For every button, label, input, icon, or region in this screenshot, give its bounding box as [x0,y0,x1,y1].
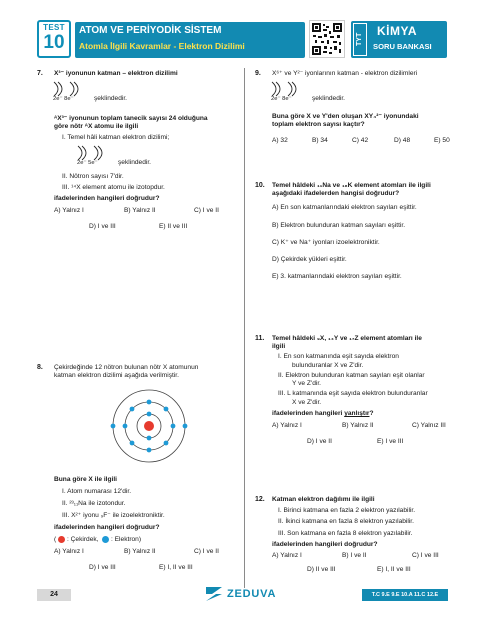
shell-caption: şeklindedir. [118,158,151,166]
option-a[interactable]: A) Yalnız I [272,552,302,560]
question-body [272,70,470,147]
option-c[interactable]: C) Yalnız III [412,422,446,430]
question-body [272,496,470,576]
question-body [272,335,470,448]
option-b[interactable]: B) 34 [312,136,328,144]
statement-1: I. Birinci katmana en fazla 2 elektron yazılabilir. [278,507,416,515]
option-d[interactable]: D) I ve III [89,563,116,571]
statement-3: III. X²⁺ iyonu ₉F⁻ ile izoelektroniktir. [62,512,165,520]
shell-diagram [78,145,252,169]
test-number-box [37,20,71,58]
stem-line: toplam elektron sayısı kaçtır? [272,121,365,129]
stem-line: katman elektron dizilimi aşağıda verilmiştir. [54,372,179,380]
electron-icon [164,441,169,446]
publisher-logo [205,586,277,604]
electron-icon [147,448,152,453]
option-b[interactable]: B) Yalnız II [124,206,156,214]
electron-icon [111,424,116,429]
electron-icon [183,424,188,429]
test-label: TEST [43,23,65,32]
electron-icon [130,441,135,446]
prompt-text: ifadelerinden hangileri [272,409,345,417]
option-b[interactable]: B) Yalnız II [342,422,374,430]
option-b[interactable]: B) Yalnız II [124,547,156,555]
statement-3-cont: X ve Z'dir. [292,398,322,406]
electron-icon [102,536,109,543]
option-b[interactable]: B) I ve II [342,552,367,560]
question-body [54,70,252,233]
electron-icon [164,407,169,412]
topic-subtitle: Atomla İlgili Kavramlar - Elektron Dizilimi [79,41,245,51]
options-row [272,137,470,147]
electron-icon [147,412,152,417]
shell-label: 2e⁻ 8e⁻ [53,96,74,103]
statement-1: I. En son katmanında eşit sayıda elektron [278,353,399,361]
option-c[interactable]: C) 42 [352,136,369,144]
nucleus-icon [58,536,65,543]
title-band [75,22,305,58]
statement-3: III. Son katmana en fazla 8 elektron yazılabilir. [278,529,413,537]
tyt-badge: TYT [353,23,367,56]
options-row [54,564,252,574]
prompt-end: ? [369,409,374,417]
brand-title: KİMYA [377,24,418,38]
option-a[interactable]: A) En son katmanlarındaki elektron sayıları eşittir. [272,204,417,212]
statement-3: III. L katmanında eşit sayıda elektron bulunduranlar [278,390,428,398]
question-number: 7. [37,70,43,77]
question-prompt [272,410,470,418]
option-c[interactable]: C) I ve II [194,206,219,214]
stem-line: Buna göre X ve Y'den oluşan XY₄²⁻ iyonundaki [272,113,419,121]
options-row [54,207,252,217]
question-prompt: ifadelerinden hangileri doğrudur? [272,540,378,548]
options-row [272,438,470,448]
electron-icon [130,407,135,412]
stem-line: Katman elektron dağılımı ile ilgili [272,496,375,503]
electron-icon [147,400,152,405]
statement-2: II. ²³₁₁Na ile izotondur. [62,499,126,507]
option-c[interactable]: C) I ve II [194,547,219,555]
shell-label: 2e⁻ 8e⁻ [271,96,292,103]
stem-line: Temel hâldeki ₁₁Na ve ₁₈K element atomları ile ilgili [272,182,431,189]
option-d[interactable]: D) Çekirdek yükleri eşittir. [272,256,347,264]
electron-icon [147,436,152,441]
nucleus-icon [144,421,154,431]
options-row [272,566,470,576]
stem-line: ᴬX³⁻ iyonunun toplam tanecik sayısı 24 olduğuna [54,115,208,123]
electron-icon [123,424,128,429]
statement-2: II. İkinci katmana en fazla 8 elektron yazılabilir. [278,518,414,526]
shell-caption: şeklindedir. [94,95,127,103]
stem-line: Temel hâldeki ₉X, ₁₄Y ve ₁₇Z element atomları ile [272,335,422,342]
option-a[interactable]: A) Yalnız I [54,547,84,555]
question-number: 9. [255,70,261,77]
statement-2: II. Nötron sayısı 7'dir. [62,172,124,180]
question-prompt: ifadelerinden hangileri doğrudur? [54,524,160,532]
option-e[interactable]: E) 3. katmanlarındaki elektron sayıları eşittir. [272,273,402,281]
legend-paren: ( [54,535,57,543]
question-body [272,182,470,282]
statement-1: I. Atom numarası 12'dir. [62,487,132,495]
shell-arcs-icon [76,145,116,161]
question-number: 10. [255,182,265,189]
brand-box [351,21,447,58]
question-body [54,364,252,574]
statement-1-cont: bulunduranlar X ve Z'dir. [292,361,364,369]
option-d[interactable]: D) I ve II [307,438,332,446]
shell-label: 2e⁻ 5e⁻ [77,159,98,166]
option-e[interactable]: E) I, II ve III [159,563,193,571]
question-prompt: ifadelerinden hangileri doğrudur? [54,195,160,203]
shell-diagram [272,81,470,105]
shell-caption: şeklindedir. [312,95,345,103]
option-c[interactable]: C) K⁺ ve Na⁺ iyonları izoelektroniktir. [272,238,380,246]
options-row [54,223,252,233]
question-number: 12. [255,496,265,503]
stem-line: X⁶⁺ ve Y²⁻ iyonlarının katman - elektron dizilimleri [272,70,418,77]
stem-line: aşağıdaki ifadelerden hangisi doğrudur? [272,190,400,198]
logo-text: ZEDUVA [227,588,277,600]
option-a[interactable]: A) 32 [272,136,288,144]
page-header [37,20,447,60]
prompt-emphasis: yanlıştır [344,409,370,417]
option-c[interactable]: C) I ve III [412,552,439,560]
option-d[interactable]: D) 48 [394,136,411,144]
option-e[interactable]: E) II ve III [159,222,188,230]
legend [54,536,252,546]
options-row [54,548,252,558]
question-number: 8. [37,364,43,371]
legend-electron: : Elektron) [111,535,142,543]
question-number: 11. [255,335,265,342]
electron-icon [171,424,176,429]
zeduva-logo-icon [205,586,223,602]
shell-diagram [54,81,252,105]
options-row [272,552,470,562]
option-e[interactable]: E) I, II ve III [377,566,411,574]
option-a[interactable]: A) Yalnız I [272,422,302,430]
brand-subtitle: SORU BANKASI [373,42,432,51]
statement-1: I. Temel hâli katman elektron dizilimi; [62,133,170,141]
options-row [272,422,470,432]
shell-arcs-icon [52,81,92,97]
stem-line: Çekirdeğinde 12 nötron bulunan nötr X atomunun [54,364,199,371]
option-b[interactable]: B) Elektron bulunduran katman sayıları eşittir. [272,221,406,229]
statement-3: III. ¹⁴X element atomu ile izotopdur. [62,184,165,192]
unit-title: ATOM VE PERİYODİK SİSTEM [79,25,222,36]
option-d[interactable]: D) I ve III [89,222,116,230]
qr-code-icon[interactable] [309,20,345,58]
statement-2: II. Elektron bulunduran katman sayıları eşit olanlar [278,371,425,379]
test-number: 10 [43,32,65,53]
option-a[interactable]: A) Yalnız I [54,206,84,214]
atom-diagram [104,386,194,466]
option-e[interactable]: E) I ve III [377,438,404,446]
page-number: 24 [37,589,71,601]
stem-line: göre nötr ᴬX atomu ile ilgili [54,123,139,131]
stem-line: Buna göre X ile ilgili [54,476,118,484]
answer-key-band: T.C 9.E 9.E 10.A 11.C 12.E [362,589,448,601]
stem-line: ilgili [272,343,286,351]
option-e[interactable]: E) 50 [434,136,450,144]
option-d[interactable]: D) II ve III [307,566,336,574]
legend-nucleus: : Çekirdek, [67,535,99,543]
statement-2-cont: Y ve Z'dir. [292,380,321,388]
stem-line: X³⁻ iyonunun katman – elektron dizilimi [54,70,178,77]
shell-arcs-icon [270,81,310,97]
